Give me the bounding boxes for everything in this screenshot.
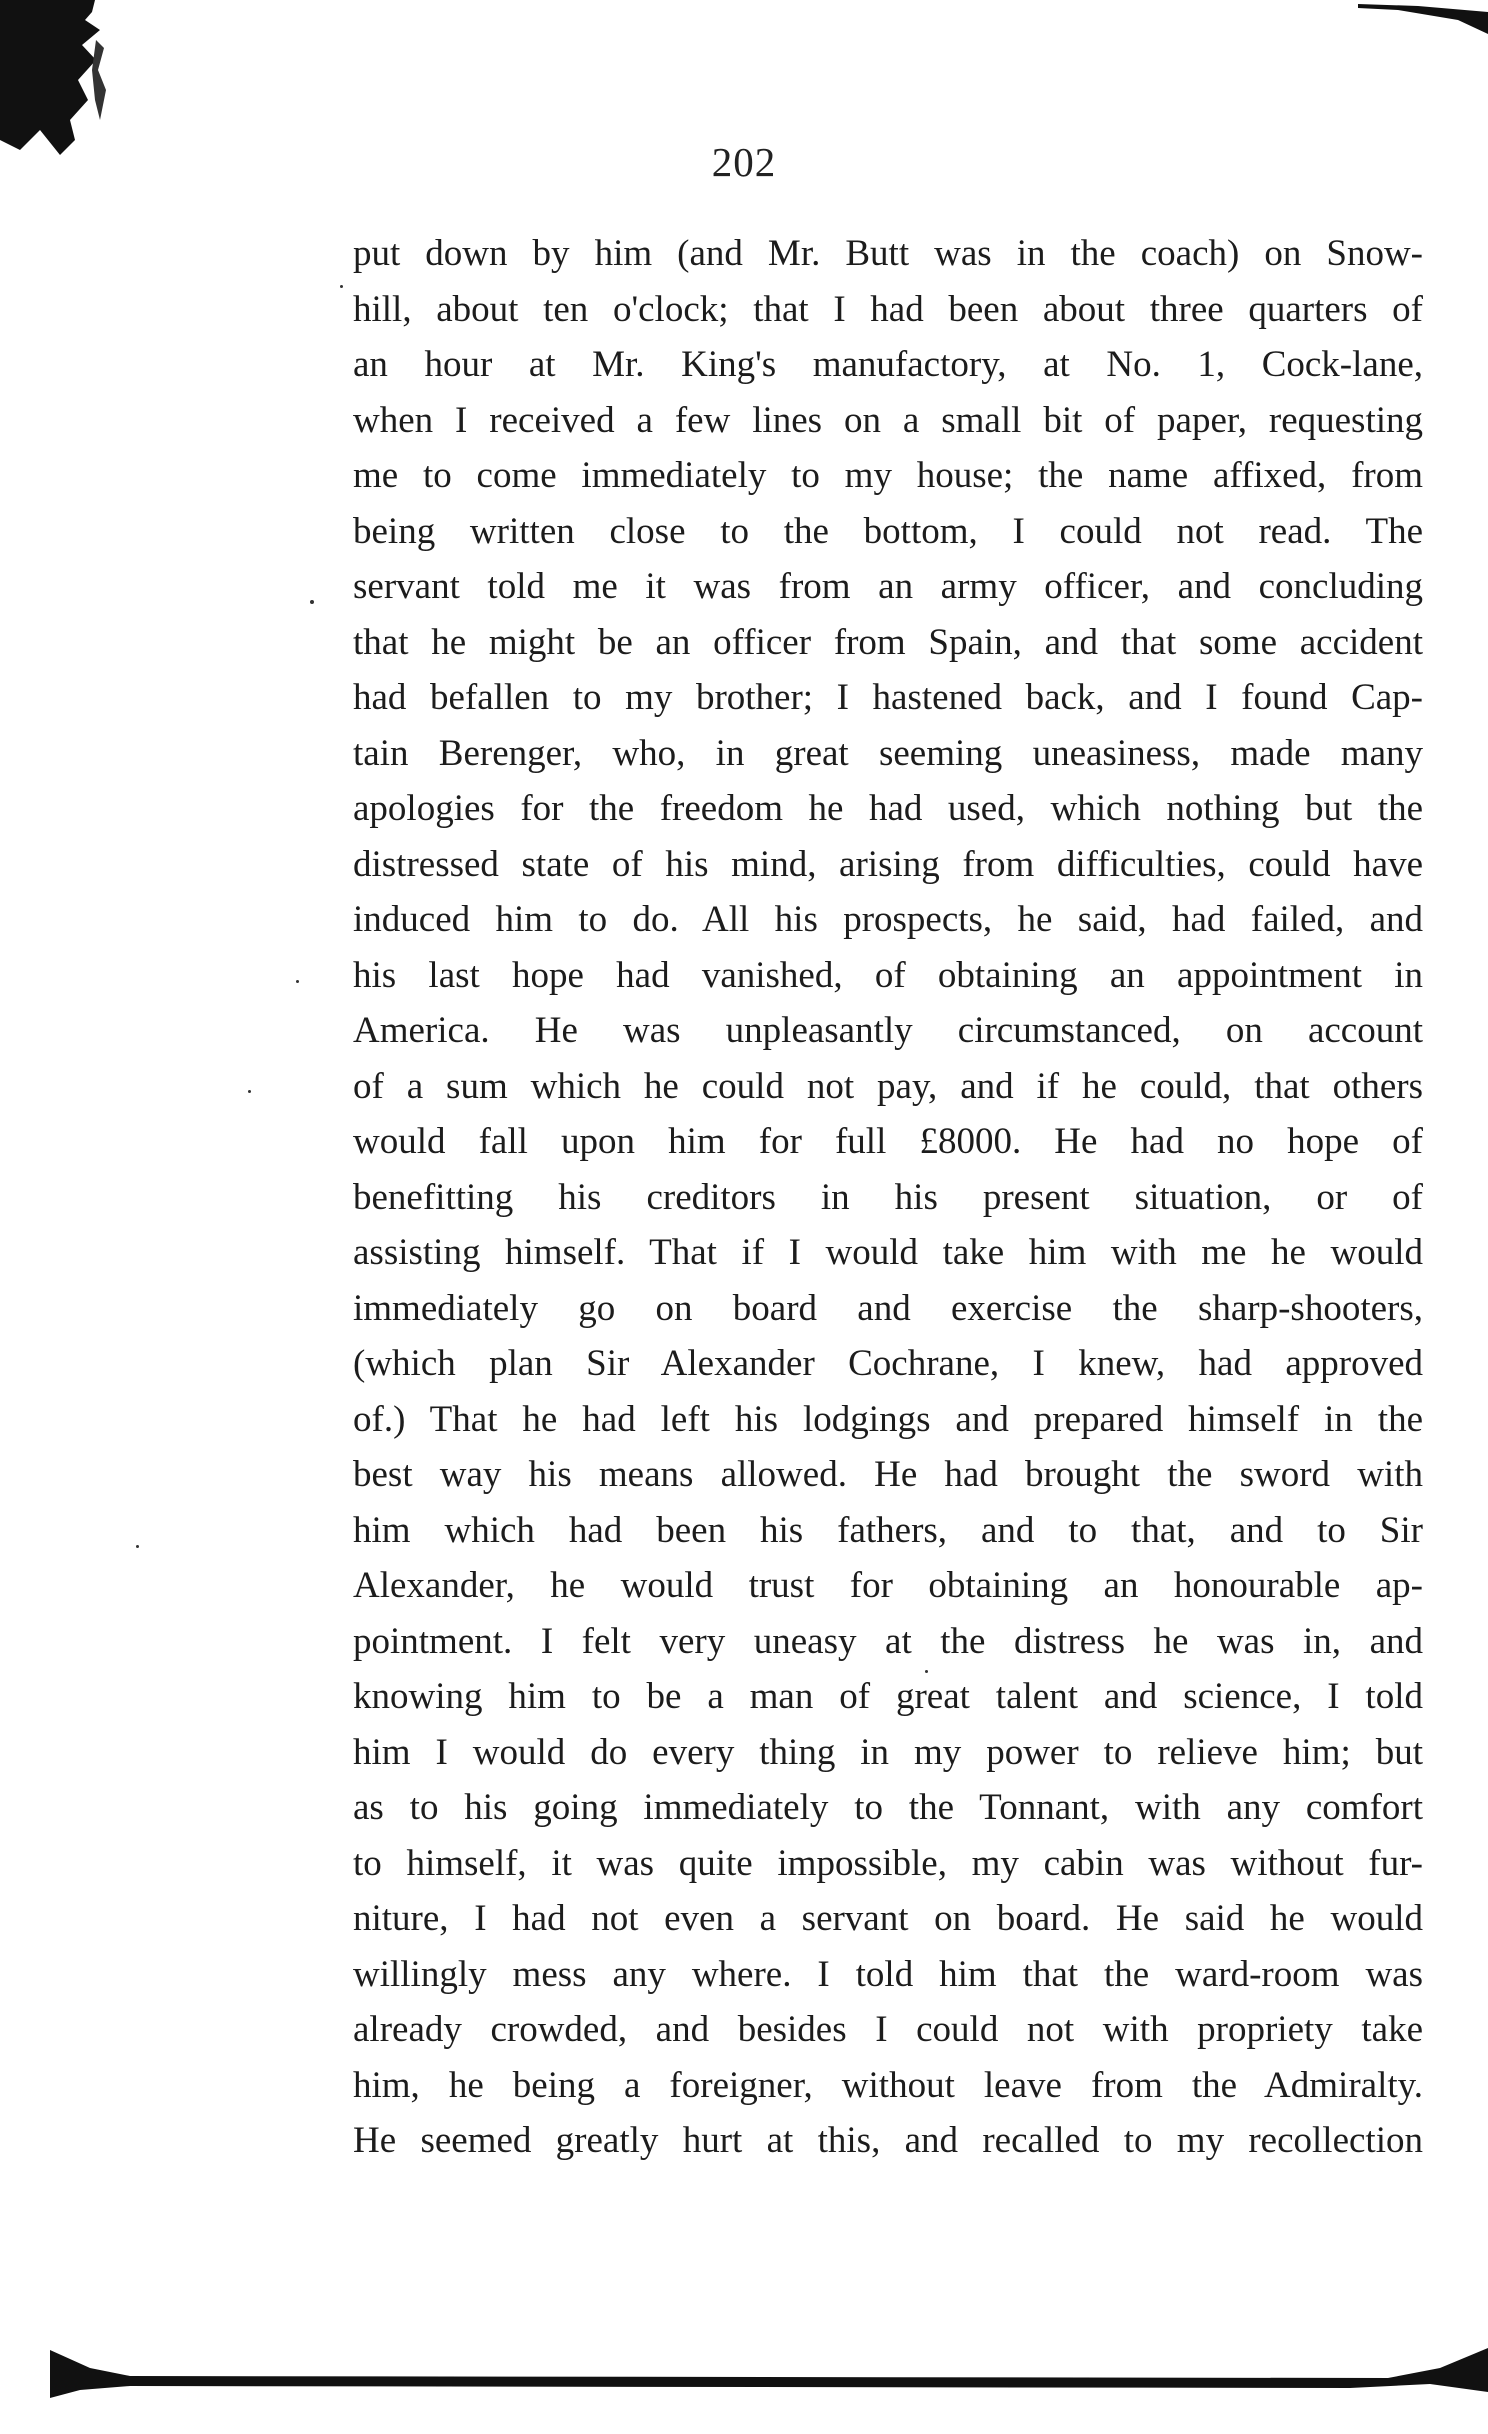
text-line: that he might be an officer from Spain, and that some accident: [353, 621, 1423, 663]
text-line: him which had been his fathers, and to that, and to Sir: [353, 1509, 1423, 1551]
text-line: willingly mess any where. I told him that the ward-room was: [353, 1953, 1423, 1995]
text-line: when I received a few lines on a small bit of paper, requesting: [353, 399, 1423, 441]
text-line: being written close to the bottom, I could not read. The: [353, 510, 1423, 552]
scan-speck: [296, 980, 299, 983]
scan-speck: [136, 1545, 139, 1548]
text-line: (which plan Sir Alexander Cochrane, I knew, had approved: [353, 1343, 1423, 1384]
text-line: as to his going immediately to the Tonnant, with any comfort: [353, 1787, 1423, 1828]
text-line: niture, I had not even a servant on board. He said he would: [353, 1898, 1423, 1939]
scan-speck: [248, 1090, 251, 1093]
text-line: induced him to do. All his prospects, he said, had failed, and: [353, 899, 1423, 940]
text-line: servant told me it was from an army officer, and concluding: [353, 566, 1423, 607]
scan-speck: [340, 285, 343, 288]
text-line: already crowded, and besides I could not with propriety take: [353, 2009, 1423, 2050]
scan-edge-mark-top-left: [0, 0, 120, 160]
text-line: to himself, it was quite impossible, my cabin was without fur-: [353, 1842, 1423, 1884]
text-line: me to come immediately to my house; the name affixed, from: [353, 455, 1423, 496]
scan-edge-mark-bottom: [50, 2340, 1488, 2400]
body-text: [353, 226, 1423, 2169]
text-line: best way his means allowed. He had brought the sword with: [353, 1454, 1423, 1495]
scan-speck: [310, 600, 314, 604]
text-line: He seemed greatly hurt at this, and recalled to my recollection: [353, 2120, 1423, 2161]
text-line: his last hope had vanished, of obtaining an appointment in: [353, 954, 1423, 996]
text-line: of.) That he had left his lodgings and prepared himself in the: [353, 1398, 1423, 1440]
text-line: distressed state of his mind, arising from difficulties, could have: [353, 843, 1423, 885]
text-line: apologies for the freedom he had used, which nothing but the: [353, 788, 1423, 829]
scan-edge-mark-top-right: [1358, 0, 1488, 40]
page-number: 202: [711, 139, 777, 185]
text-line: him I would do every thing in my power to relieve him; but: [353, 1731, 1423, 1773]
text-line: benefitting his creditors in his present situation, or of: [353, 1176, 1423, 1218]
text-line: of a sum which he could not pay, and if he could, that others: [353, 1065, 1423, 1107]
text-line: an hour at Mr. King's manufactory, at No. 1, Cock-lane,: [353, 344, 1423, 385]
text-line: put down by him (and Mr. Butt was in the coach) on Snow-: [353, 233, 1423, 274]
text-line: would fall upon him for full £8000. He had no hope of: [353, 1121, 1423, 1162]
text-line: him, he being a foreigner, without leave from the Admiralty.: [353, 2064, 1423, 2106]
text-line: pointment. I felt very uneasy at the distress he was in, and: [353, 1620, 1423, 1662]
text-line: tain Berenger, who, in great seeming uneasiness, made many: [353, 732, 1423, 774]
text-line: knowing him to be a man of great talent and science, I told: [353, 1676, 1423, 1717]
text-line: assisting himself. That if I would take him with me he would: [353, 1232, 1423, 1273]
text-line: Alexander, he would trust for obtaining an honourable ap-: [353, 1565, 1423, 1606]
text-line: America. He was unpleasantly circumstanced, on account: [353, 1010, 1423, 1051]
text-line: hill, about ten o'clock; that I had been about three quarters of: [353, 288, 1423, 330]
text-line: immediately go on board and exercise the sharp-shooters,: [353, 1287, 1423, 1329]
text-line: had befallen to my brother; I hastened back, and I found Cap-: [353, 677, 1423, 718]
